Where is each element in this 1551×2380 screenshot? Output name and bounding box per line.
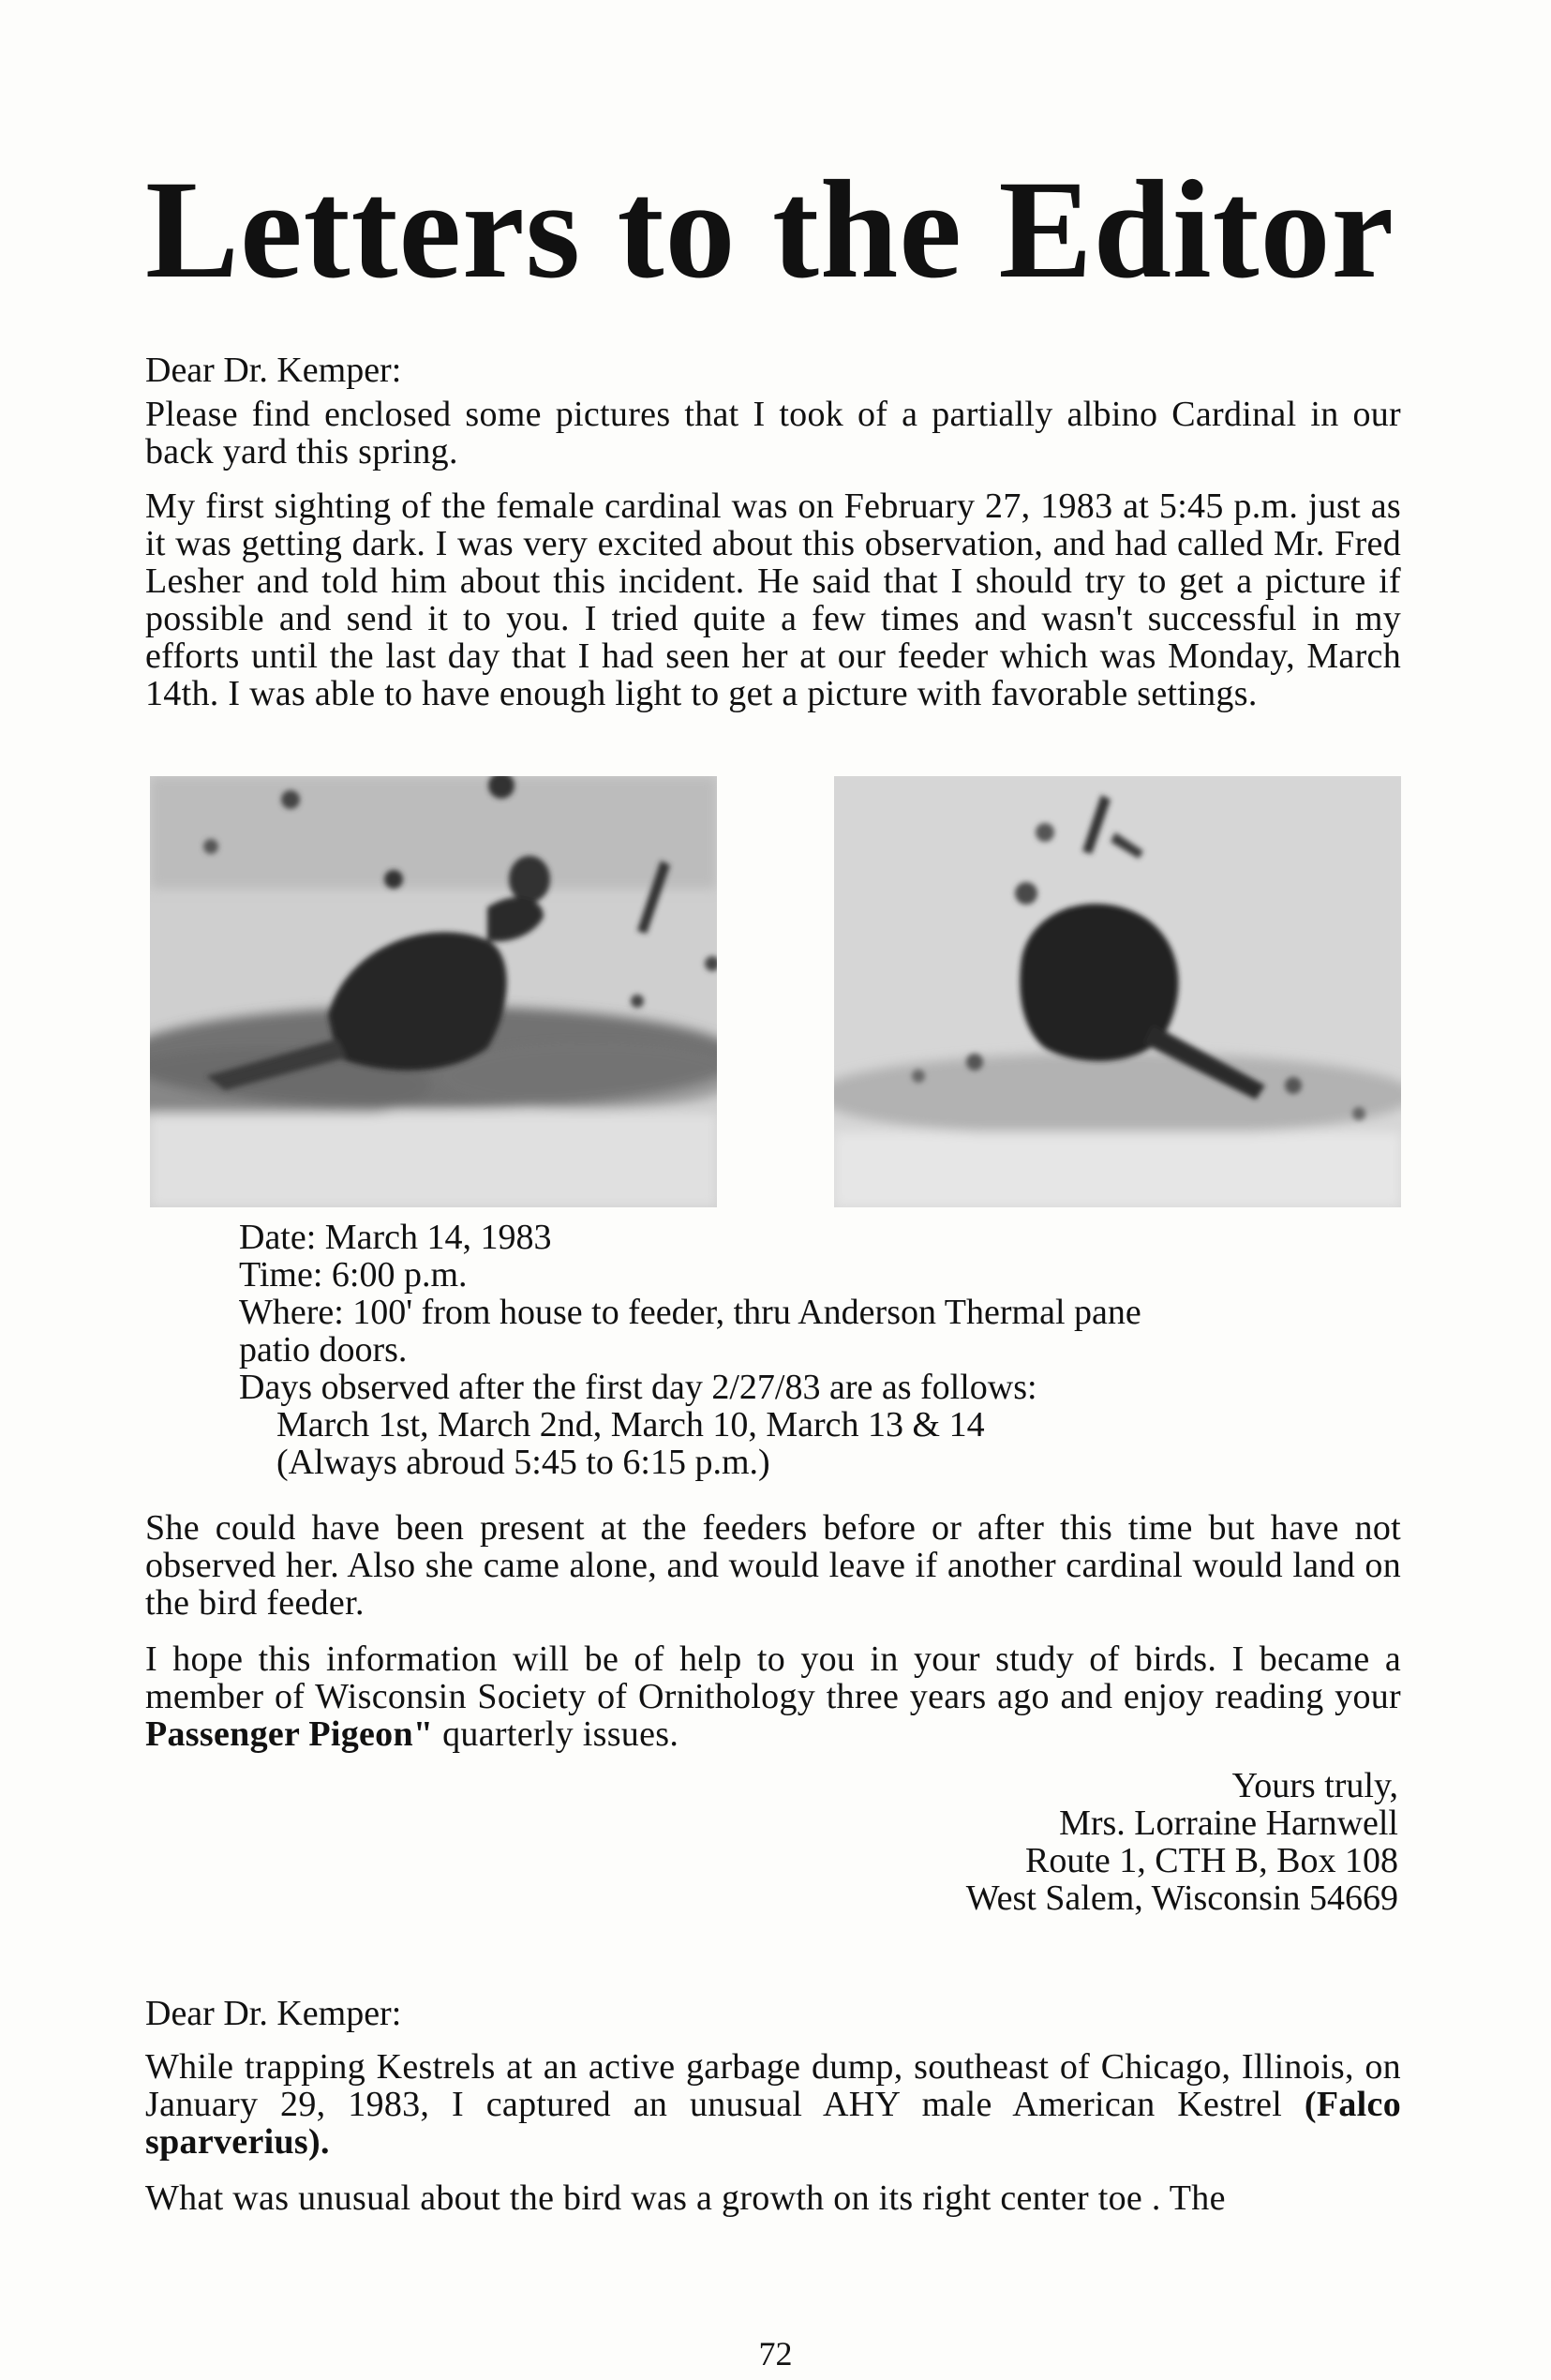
signature-address-1: Route 1, CTH B, Box 108 bbox=[1025, 1841, 1398, 1880]
letter2-salutation: Dear Dr. Kemper: bbox=[145, 1994, 402, 2033]
letter1-paragraph-4 bbox=[145, 1640, 1401, 1753]
observation-days-intro: Days observed after the first day 2/27/83 are as follows: bbox=[239, 1368, 1037, 1407]
observation-days-list: March 1st, March 2nd, March 10, March 13 & 14 bbox=[276, 1405, 985, 1444]
observation-date: Date: March 14, 1983 bbox=[239, 1218, 552, 1257]
cardinal-photo-right-image bbox=[834, 776, 1401, 1207]
cardinal-photo-left-image bbox=[150, 776, 717, 1207]
letter2-paragraph-1 bbox=[145, 2048, 1401, 2161]
passenger-pigeon-title: Passenger Pigeon" bbox=[145, 1714, 434, 1754]
cardinal-photo-left bbox=[150, 776, 717, 1207]
letter1-paragraph-3: She could have been present at the feeders before or after this time but have not observed her. Also she came alone, and would leave if another cardinal would land on the bird feeder. bbox=[145, 1508, 1401, 1623]
cardinal-photo-right bbox=[834, 776, 1401, 1207]
falco-sparverius-name: (Falco sparverius). bbox=[145, 2085, 1401, 2162]
letter1-paragraph-2: My first sighting of the female cardinal was on February 27, 1983 at 5:45 p.m. just as it was getting dark. I was very excited about this observation, and had called Mr. Fred Lesher and told him about this incident. He said that I should try to get a picture if possible and send it to you. I tried quite a few times and wasn't successful in my efforts until the last day that I had seen her at our feeder which was Monday, March 14th. I was able to have enough light to get a picture with favorable settings. bbox=[145, 486, 1401, 713]
signature-name: Mrs. Lorraine Harnwell bbox=[1059, 1804, 1398, 1843]
page-number: 72 bbox=[758, 2335, 793, 2373]
letter1-signature bbox=[966, 1767, 1398, 1917]
observation-days-note: (Always abroud 5:45 to 6:15 p.m.) bbox=[276, 1443, 770, 1482]
observation-time: Time: 6:00 p.m. bbox=[239, 1255, 468, 1295]
signature-address-2: West Salem, Wisconsin 54669 bbox=[965, 1879, 1398, 1918]
page-title: Letters to the Editor bbox=[145, 152, 1395, 307]
observation-details bbox=[239, 1219, 1401, 1481]
observation-where-line-2: patio doors. bbox=[239, 1330, 408, 1370]
letter2-paragraph-2: What was unusual about the bird was a growth on its right center toe . The bbox=[145, 2178, 1226, 2218]
observation-where-line-1: Where: 100' from house to feeder, thru Anderson Thermal pane bbox=[239, 1293, 1141, 1332]
signature-closing: Yours truly, bbox=[1231, 1766, 1398, 1805]
letter1-salutation: Dear Dr. Kemper: bbox=[145, 351, 402, 390]
letter1-paragraph-4-end: quarterly issues. bbox=[433, 1714, 679, 1754]
letter1-paragraph-4-text: I hope this information will be of help to you in your study of birds. I became a member of Wisconsin Society of Ornithology three years ago and enjoy reading your bbox=[145, 1639, 1401, 1716]
letter2-paragraph-1-text: While trapping Kestrels at an active garbage dump, southeast of Chicago, Illinois, on January 29, 1983, I captured an unusual AHY male American Kestrel bbox=[145, 2047, 1401, 2124]
letter1-paragraph-1: Please find enclosed some pictures that I took of a partially albino Cardinal in our back yard this spring. bbox=[145, 395, 1401, 472]
